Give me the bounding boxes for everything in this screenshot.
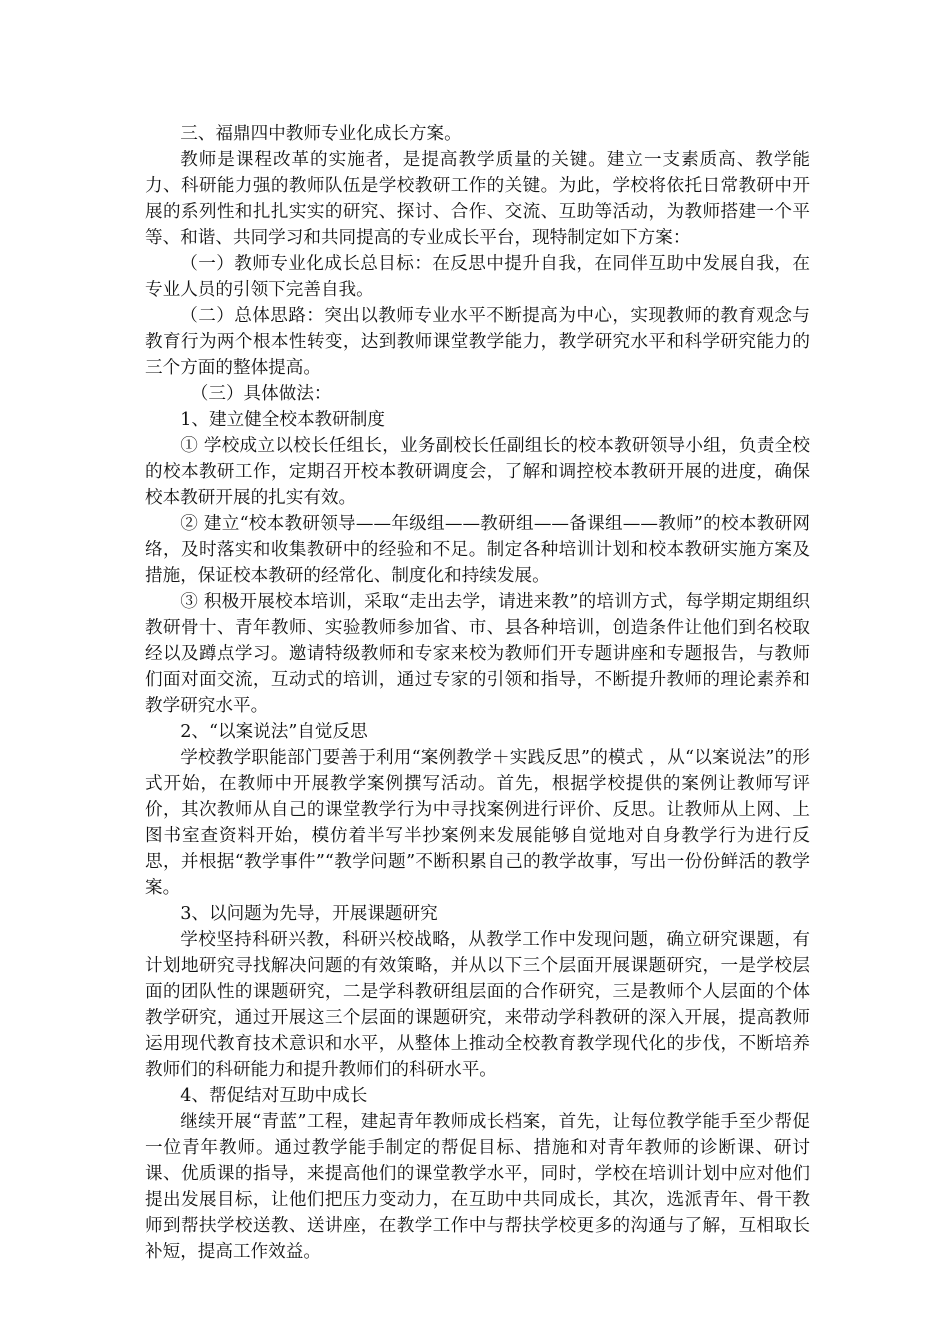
item-4-heading: 4、帮促结对互助中成长	[180, 1086, 368, 1106]
item-3-heading: 3、以问题为先导，开展课题研究	[180, 904, 438, 924]
methods-heading: （三）具体做法：	[190, 384, 332, 404]
section-heading: 三、福鼎四中教师专业化成长方案。	[180, 124, 462, 144]
item-2-body: 学校教学职能部门要善于利用“案例教学＋实践反思”的模式 ，从“以案说法”的形式开始，在教师中开展教学案例撰写活动。首先，根据学校提供的案例让教师写评价，其次教师从自己的课堂教学行为中寻找案例进行评价、反思。让教师从上网、上图书室查资料开始，模仿着半写半抄案例来发展能够自觉地对自身教学行为进行反思，并根据“教学事件”“教学问题”不断积累自己的教学故事，写出一份份鲜活的教学案。	[145, 748, 810, 898]
item-2-heading: 2、“以案说法”自觉反思	[180, 722, 368, 742]
document-page	[145, 121, 810, 1265]
item-1-heading: 1、建立健全校本教研制度	[180, 410, 385, 430]
item-1-point-3: ③ 积极开展校本培训，采取“走出去学，请进来教”的培训方式，每学期定期组织教研骨十、青年教师、实验教师参加省、市、县各种培训，创造条件让他们到名校取经以及蹲点学习。邀请特级教师和专家来校为教师们开专题讲座和专题报告，与教师们面对面交流，互动式的培训，通过专家的引领和指导，不断提升教师的理论素养和教学研究水平。	[145, 592, 810, 716]
intro-paragraph: 教师是课程改革的实施者，是提高教学质量的关键。建立一支素质高、教学能力、科研能力强的教师队伍是学校教研工作的关键。为此，学校将依托日常教研中开展的系列性和扎扎实实的研究、探讨、合作、交流、互助等活动，为教师搭建一个平等、和谐、共同学习和共同提高的专业成长平台，现特制定如下方案：	[145, 150, 810, 248]
goal-paragraph: （一）教师专业化成长总目标：在反思中提升自我，在同伴互助中发展自我，在专业人员的引领下完善自我。	[145, 254, 810, 300]
item-3-body: 学校坚持科研兴教，科研兴校战略，从教学工作中发现问题，确立研究课题，有计划地研究寻找解决问题的有效策略，并从以下三个层面开展课题研究，一是学校层面的团队性的课题研究，二是学科教研组层面的合作研究，三是教师个人层面的个体教学研究，通过开展这三个层面的课题研究，来带动学科教研的深入开展，提高教师运用现代教育技术意识和水平，从整体上推动全校教育教学现代化的步伐，不断培养教师们的科研能力和提升教师们的科研水平。	[145, 930, 810, 1080]
approach-paragraph: （二）总体思路：突出以教师专业水平不断提高为中心，实现教师的教育观念与教育行为两个根本性转变，达到教师课堂教学能力，教学研究水平和科学研究能力的三个方面的整体提高。	[145, 306, 810, 378]
item-1-point-1: ① 学校成立以校长任组长，业务副校长任副组长的校本教研领导小组，负责全校的校本教研工作，定期召开校本教研调度会，了解和调控校本教研开展的进度，确保校本教研开展的扎实有效。	[145, 436, 810, 508]
item-1-point-2: ② 建立“校本教研领导——年级组——教研组——备课组——教师”的校本教研网络，及时落实和收集教研中的经验和不足。制定各种培训计划和校本教研实施方案及措施，保证校本教研的经常化、制度化和持续发展。	[145, 514, 810, 586]
item-4-body: 继续开展“青蓝”工程，建起青年教师成长档案，首先，让每位教学能手至少帮促一位青年教师。通过教学能手制定的帮促目标、措施和对青年教师的诊断课、研讨课、优质课的指导，来提高他们的课堂教学水平，同时，学校在培训计划中应对他们提出发展目标，让他们把压力变动力，在互助中共同成长，其次，选派青年、骨干教师到帮扶学校送教、送讲座，在教学工作中与帮扶学校更多的沟通与了解，互相取长补短，提高工作效益。	[145, 1112, 810, 1262]
